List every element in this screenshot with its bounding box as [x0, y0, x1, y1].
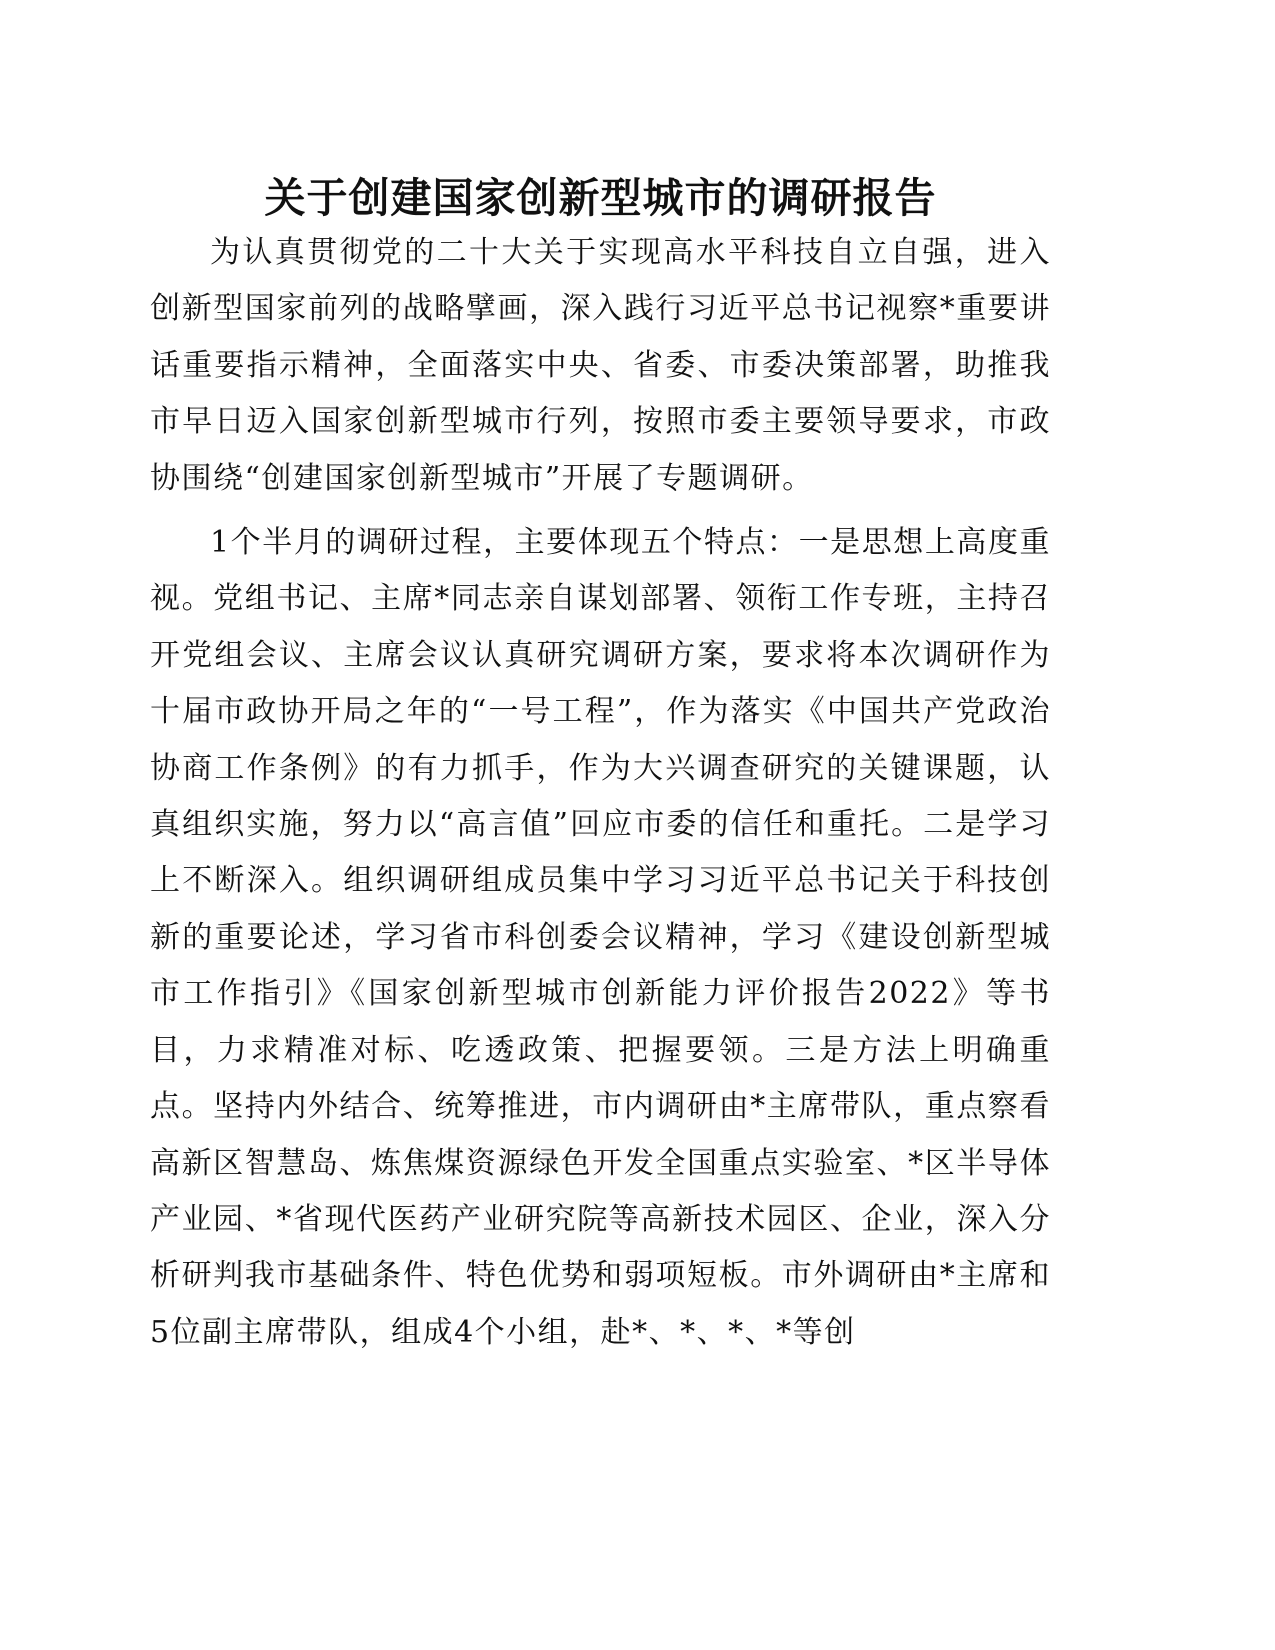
document-title: 关于创建国家创新型城市的调研报告 — [264, 174, 937, 222]
paragraph-research-process: 1个半月的调研过程，主要体现五个特点：一是思想上高度重视。党组书记、主席*同志亲自谋划部署、领衔工作专班，主持召开党组会议、主席会议认真研究调研方案，要求将本次调研作为十届市政协开局之年的“一号工程”，作为落实《中国共产党政治协商工作条例》的有力抓手，作为大兴调查研究的关键课题，认真组织实施，努力以“高言值”回应市委的信任和重托。二是学习上不断深入。组织调研组成员集中学习习近平总书记关于科技创新的重要论述，学习省市科创委会议精神，学习《建设创新型城市工作指引》《国家创新型城市创新能力评价报告2022》等书目，力求精准对标、吃透政策、把握要领。三是方法上明确重点。坚持内外结合、统筹推进，市内调研由*主席带队，重点察看高新区智慧岛、炼焦煤资源绿色开发全国重点实验室、*区半导体产业园、*省现代医药产业研究院等高新技术园区、企业，深入分析研判我市基础条件、特色优势和弱项短板。市外调研由*主席和5位副主席带队，组成4个小组，赴*、*、*、*等创 — [150, 525, 1051, 1350]
document-body — [150, 225, 1051, 1361]
paragraph-intro: 为认真贯彻党的二十大关于实现高水平科技自立自强，进入创新型国家前列的战略擘画，深入践行习近平总书记视察*重要讲话重要指示精神，全面落实中央、省委、市委决策部署，助推我市早日迈入国家创新型城市行列，按照市委主要领导要求，市政协围绕“创建国家创新型城市”开展了专题调研。 — [150, 235, 1051, 496]
